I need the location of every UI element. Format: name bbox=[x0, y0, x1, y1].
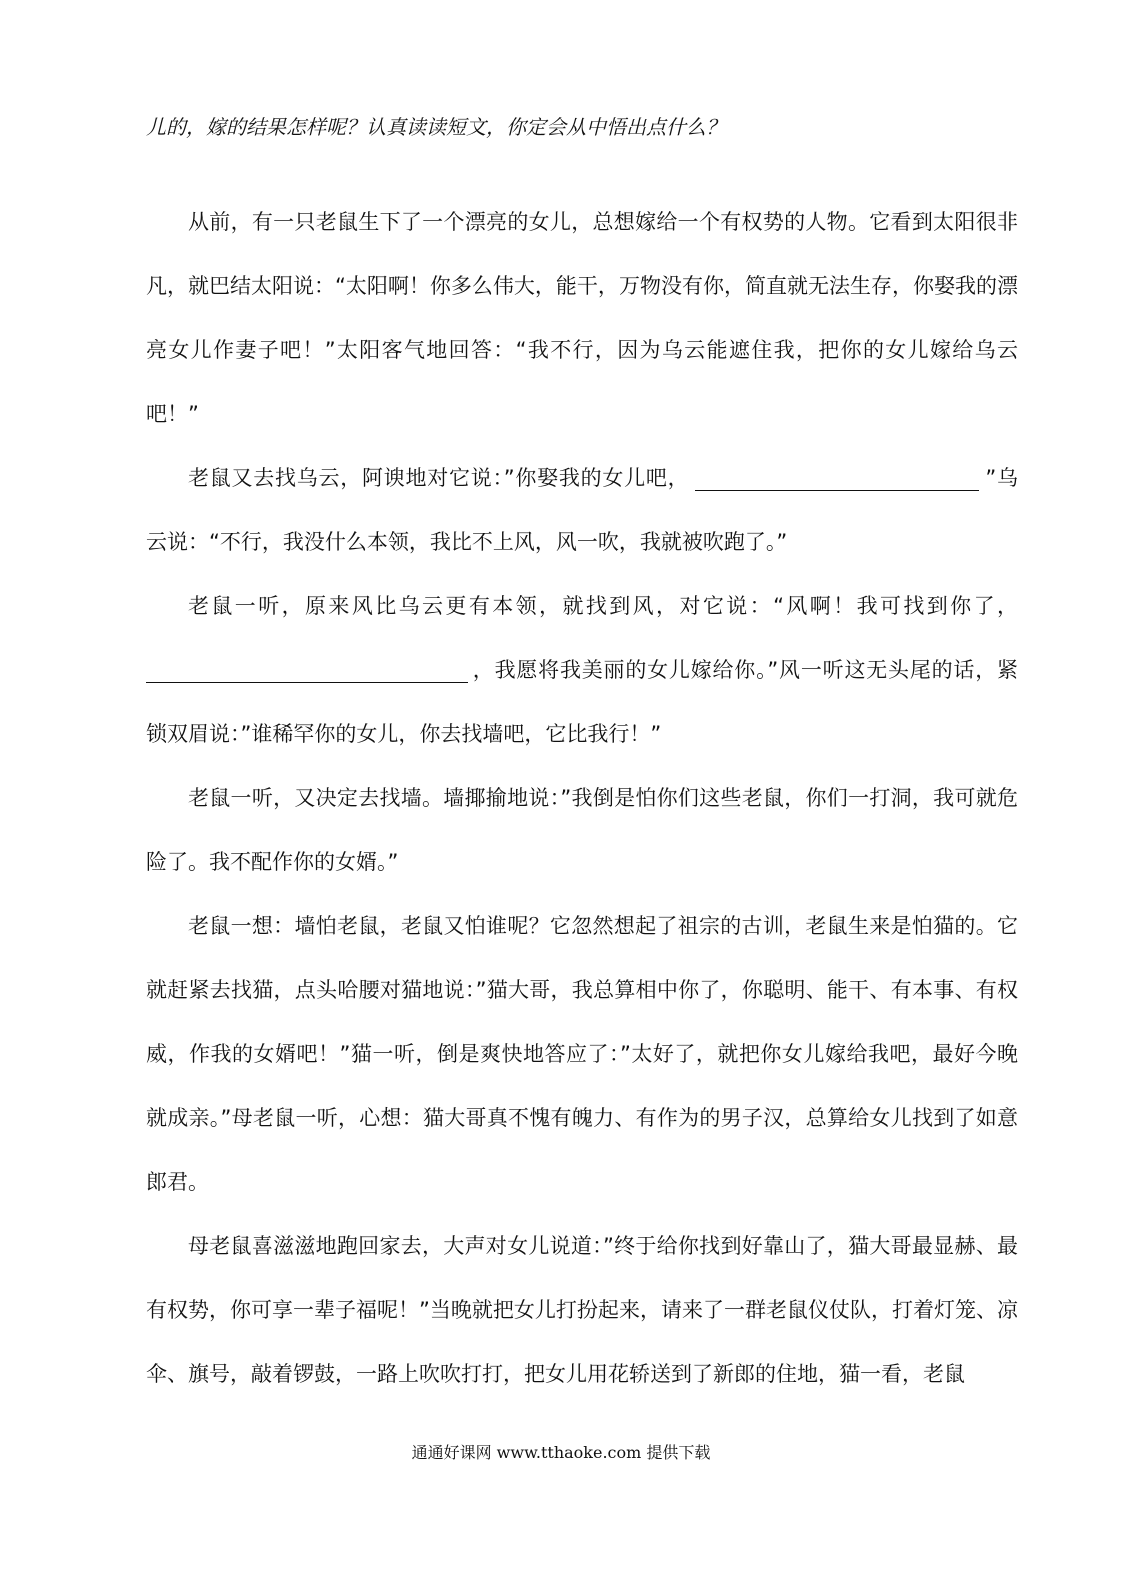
fill-in-blank-2[interactable] bbox=[146, 658, 468, 683]
paragraph-4: 老鼠一听，又决定去找墙。墙揶揄地说：”我倒是怕你们这些老鼠，你们一打洞，我可就危险了。我不配作你的女婿。” bbox=[146, 786, 1018, 874]
page-footer: 通通好课网 www.tthaoke.com 提供下载 bbox=[411, 1443, 711, 1462]
paragraph-3-start: 老鼠一听，原来风比乌云更有本领，就找到风，对它说：“风啊！我可找到你了， bbox=[188, 594, 1018, 618]
paragraph-2 bbox=[146, 446, 1018, 574]
paragraph-6: 母老鼠喜滋滋地跑回家去，大声对女儿说道：”终于给你找到好靠山了，猫大哥最显赫、最有权势，你可享一辈子福呢！”当晚就把女儿打扮起来，请来了一群老鼠仪仗队，打着灯笼、凉伞、旗号，敲着锣鼓，一路上吹吹打打，把女儿用花轿送到了新郎的住地，猫一看，老鼠 bbox=[146, 1234, 1018, 1386]
paragraph-2-end: ”乌云说：“不行，我没什么本领，我比不上风，风一吹，我就被吹跑了。” bbox=[146, 466, 1018, 554]
fill-in-blank-1[interactable] bbox=[695, 466, 979, 491]
paragraph-1: 从前，有一只老鼠生下了一个漂亮的女儿，总想嫁给一个有权势的人物。它看到太阳很非凡，就巴结太阳说：“太阳啊！你多么伟大，能干，万物没有你，简直就无法生存，你娶我的漂亮女儿作妻子吧！”太阳客气地回答：“我不行，因为乌云能遮住我，把你的女儿嫁给乌云吧！” bbox=[146, 210, 1018, 426]
paragraph-3 bbox=[146, 574, 1018, 766]
paragraph-3-end: ，我愿将我美丽的女儿嫁给你。”风一听这无头尾的话，紧锁双眉说：”谁稀罕你的女儿，你去找墙吧，它比我行！” bbox=[146, 658, 1018, 746]
story-text bbox=[146, 190, 1018, 1406]
intro-line: 儿的，嫁的结果怎样呢？认真读读短文，你定会从中悟出点什么？ bbox=[146, 115, 726, 139]
paragraph-5: 老鼠一想：墙怕老鼠，老鼠又怕谁呢？它忽然想起了祖宗的古训，老鼠生来是怕猫的。它就赶紧去找猫，点头哈腰对猫地说：”猫大哥，我总算相中你了，你聪明、能干、有本事、有权威，作我的女婿吧！”猫一听，倒是爽快地答应了：”太好了，就把你女儿嫁给我吧，最好今晚就成亲。”母老鼠一听，心想：猫大哥真不愧有魄力、有作为的男子汉，总算给女儿找到了如意郎君。 bbox=[146, 914, 1018, 1194]
paragraph-2-start: 老鼠又去找乌云，阿谀地对它说：”你娶我的女儿吧， bbox=[188, 466, 690, 490]
